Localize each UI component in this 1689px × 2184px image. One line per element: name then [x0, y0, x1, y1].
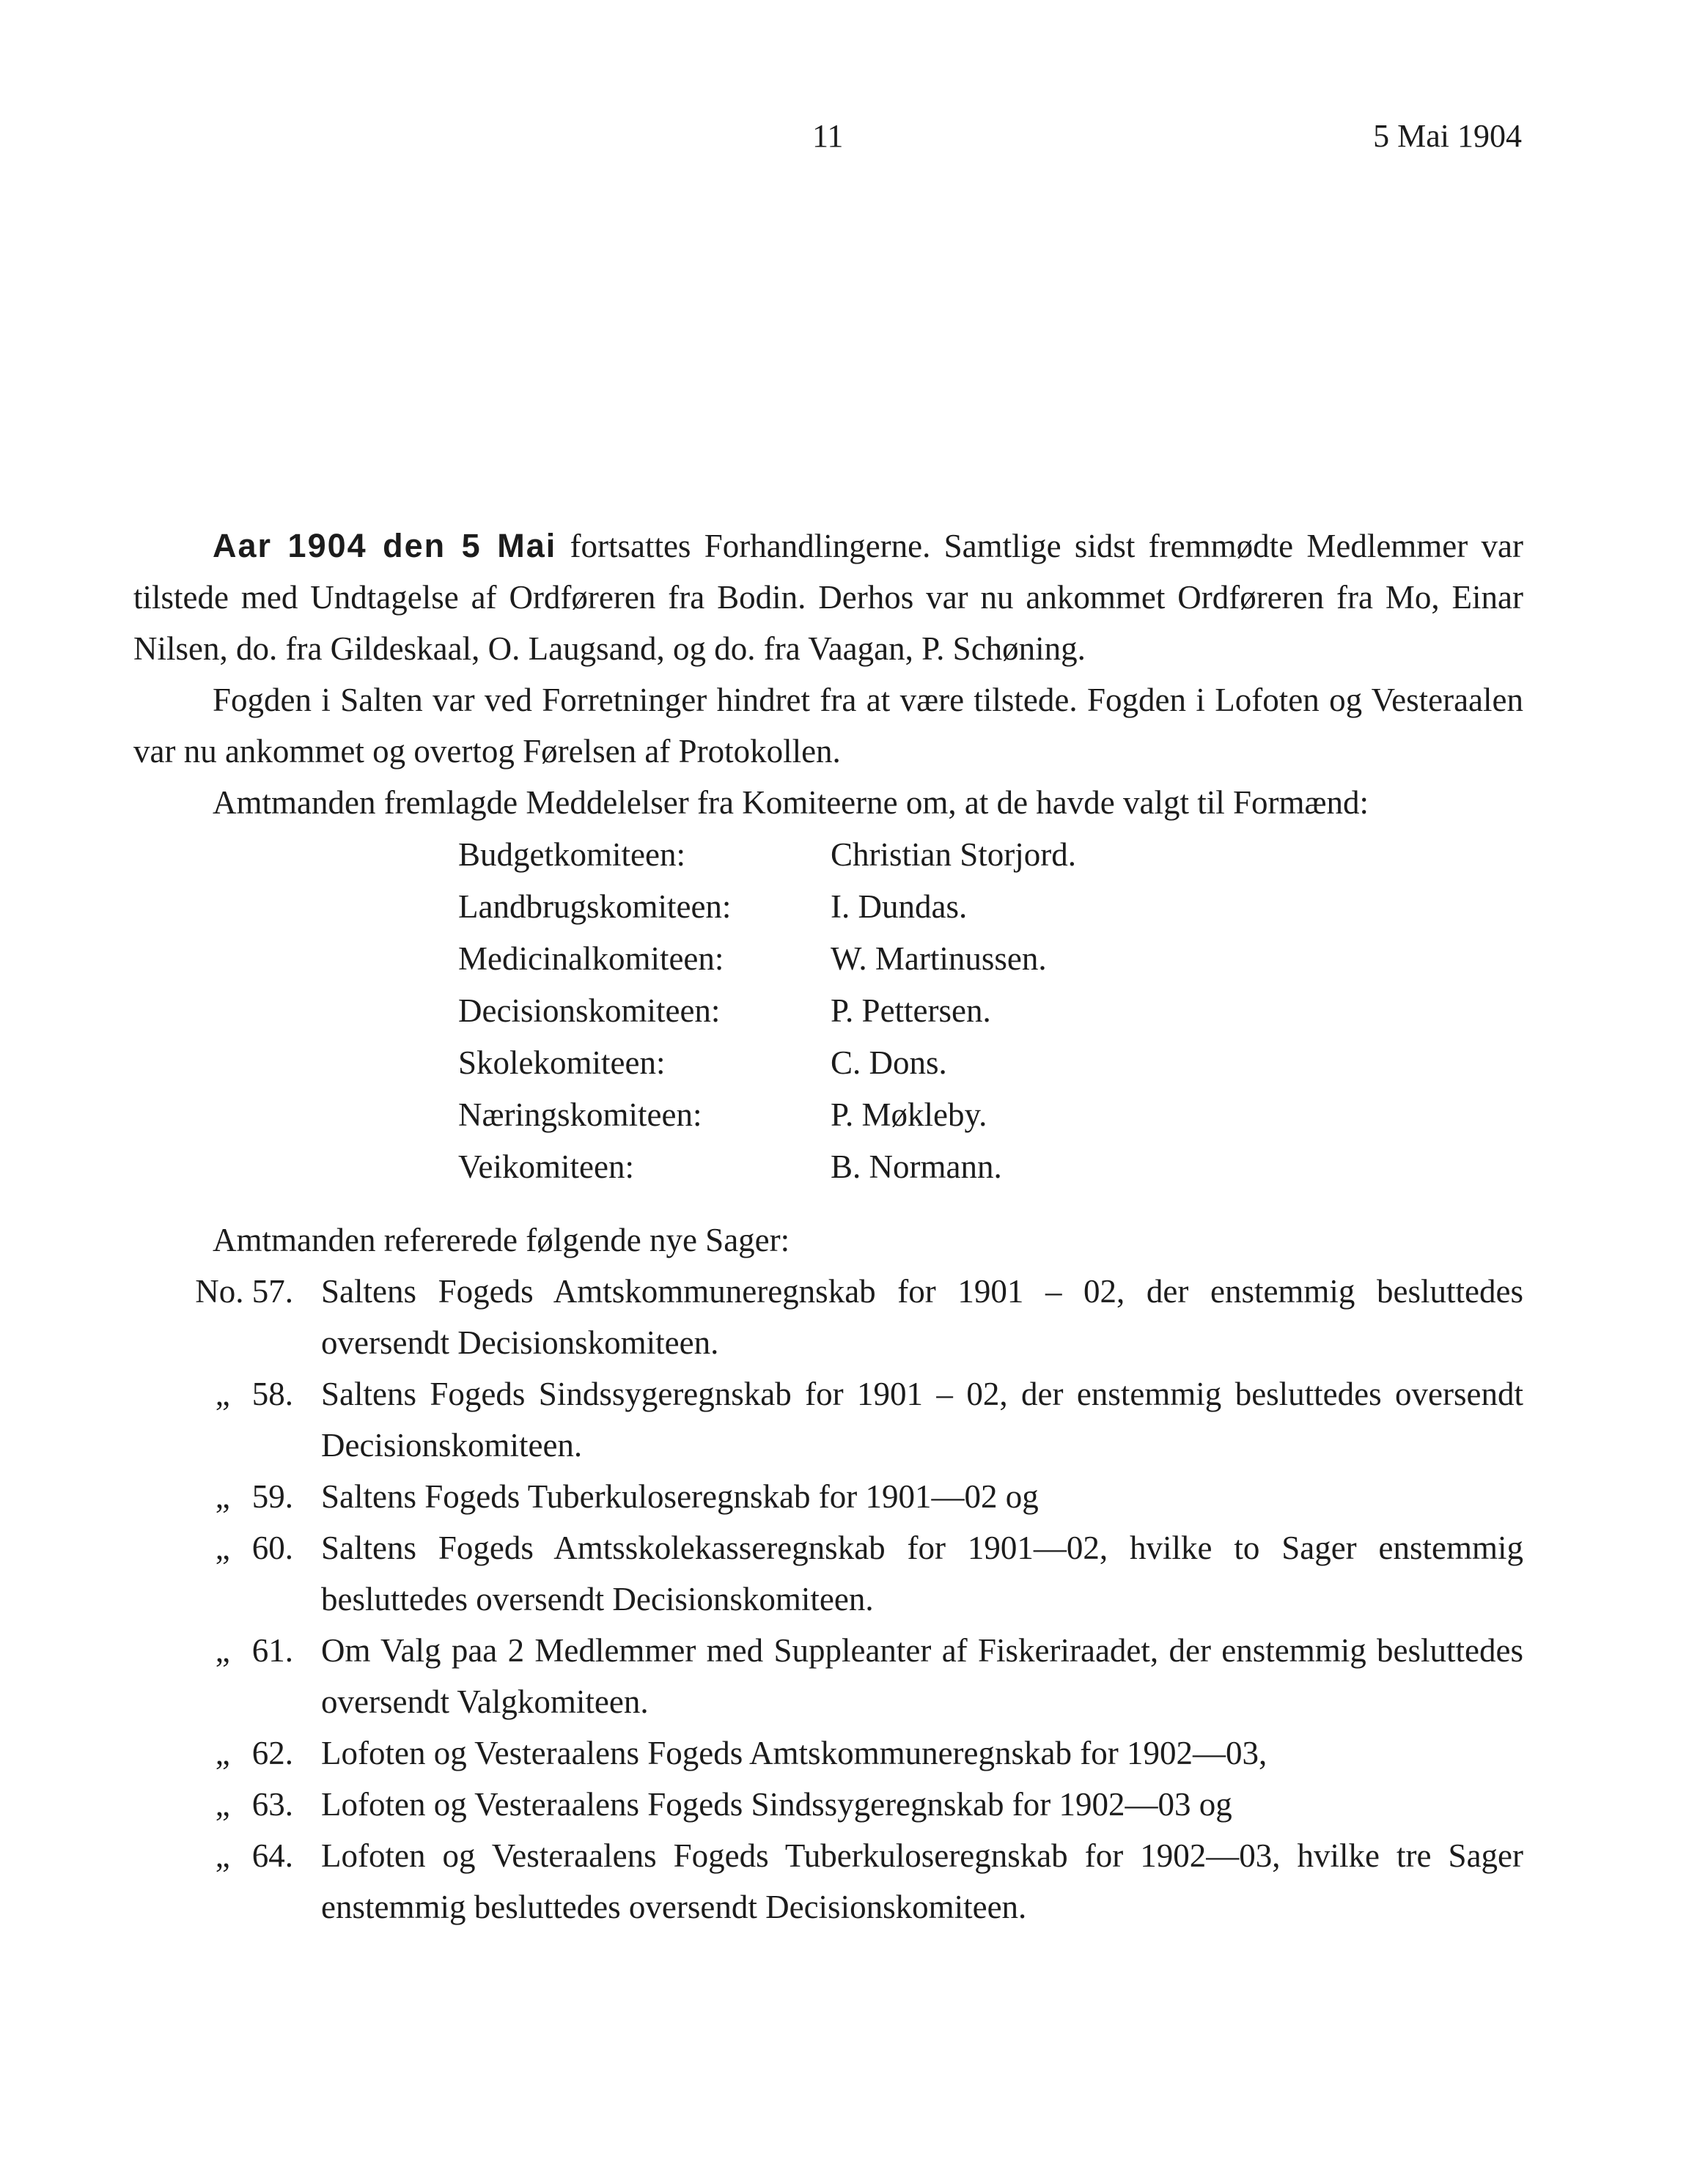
committee-row — [458, 828, 1523, 880]
committee-chair: W. Martinussen. — [831, 940, 1047, 977]
opening-paragraph — [133, 520, 1523, 674]
committee-name: Næringskomiteen: — [458, 1096, 702, 1133]
case-item — [133, 1727, 1523, 1779]
case-text: Lofoten og Vesteraalens Fogeds Amtskommuneregnskab for 1902—03, — [321, 1735, 1267, 1771]
case-number-value: 63. — [251, 1786, 293, 1823]
case-item — [133, 1830, 1523, 1933]
committee-chair: B. Normann. — [831, 1148, 1002, 1185]
case-item — [133, 1779, 1523, 1830]
committee-row — [458, 984, 1523, 1036]
page-number: 11 — [812, 118, 844, 154]
case-number — [133, 1522, 293, 1625]
committee-row — [458, 932, 1523, 984]
case-prefix: „ — [215, 1786, 230, 1823]
case-number-value: 60. — [251, 1530, 293, 1566]
committee-row — [458, 1036, 1523, 1088]
case-number — [133, 1471, 293, 1522]
case-number-value: 64. — [251, 1837, 293, 1874]
bailiff-paragraph: Fogden i Salten var ved Forretninger hindret fra at være tilstede. Fogden i Lofoten og Vesteraalen var nu ankommet og overtog Førelsen af Protokollen. — [133, 682, 1523, 770]
case-number — [133, 1727, 293, 1779]
committee-name: Budgetkomiteen: — [458, 835, 685, 873]
committee-name: Skolekomiteen: — [458, 1044, 666, 1081]
case-item — [133, 1522, 1523, 1625]
case-number — [133, 1368, 293, 1471]
case-prefix: „ — [215, 1632, 230, 1669]
committee-chairs-list — [458, 828, 1523, 1192]
case-prefix: „ — [215, 1530, 230, 1566]
committee-name: Landbrugskomiteen: — [458, 888, 732, 925]
opening-lead: Aar 1904 den 5 Mai — [213, 527, 557, 564]
committee-name: Veikomiteen: — [458, 1148, 634, 1185]
case-prefix: „ — [215, 1478, 230, 1515]
cases-list — [133, 1266, 1523, 1933]
case-text: Saltens Fogeds Tuberkuloseregnskab for 1901—02 og — [321, 1478, 1039, 1515]
committee-row — [458, 880, 1523, 932]
committee-name: Medicinalkomiteen: — [458, 940, 724, 977]
case-text: Saltens Fogeds Amtsskolekasseregnskab for 1901—02, hvilke to Sager enstemmig besluttedes oversendt Decisionskomiteen. — [321, 1530, 1523, 1617]
committee-chair: Christian Storjord. — [831, 835, 1076, 873]
header-date: 5 Mai 1904 — [1373, 118, 1522, 154]
case-item — [133, 1625, 1523, 1727]
case-prefix: No. — [195, 1273, 244, 1310]
case-text: Lofoten og Vesteraalens Fogeds Tuberkuloseregnskab for 1902—03, hvilke tre Sager enstemmig besluttedes oversendt Decisionskomiteen. — [321, 1837, 1523, 1925]
case-number-value: 57. — [251, 1273, 293, 1310]
committee-row — [458, 1088, 1523, 1140]
case-number — [133, 1830, 293, 1933]
minutes-body — [133, 520, 1523, 1933]
case-text: Om Valg paa 2 Medlemmer med Suppleanter af Fiskeriraadet, der enstemmig besluttedes oversendt Valgkomiteen. — [321, 1632, 1523, 1720]
committee-name: Decisionskomiteen: — [458, 992, 721, 1029]
committee-chair: C. Dons. — [831, 1044, 947, 1081]
case-prefix: „ — [215, 1837, 230, 1874]
case-text: Saltens Fogeds Amtskommuneregnskab for 1901 – 02, der enstemmig besluttedes oversendt Decisionskomiteen. — [321, 1273, 1523, 1361]
case-number-value: 59. — [251, 1478, 293, 1515]
committee-intro-paragraph: Amtmanden fremlagde Meddelelser fra Komiteerne om, at de havde valgt til Formænd: — [213, 784, 1369, 821]
case-item — [133, 1471, 1523, 1522]
case-text: Saltens Fogeds Sindssygeregnskab for 1901 – 02, der enstemmig besluttedes oversendt Decisionskomiteen. — [321, 1376, 1523, 1464]
opening-text: fortsattes Forhandlingerne. Samtlige sidst fremmødte Medlemmer var tilstede med Undtagelse af Ordføreren fra Bodin. Derhos var nu ankommet Ordføreren fra Mo, Einar Nilsen, do. fra Gildeskaal, O. Laugsand, og do. fra Vaagan, P. Schøning. — [133, 528, 1523, 667]
committee-chair: P. Møkleby. — [831, 1096, 987, 1133]
case-number-value: 61. — [251, 1632, 293, 1669]
case-number — [133, 1625, 293, 1727]
case-item — [133, 1368, 1523, 1471]
case-number-value: 62. — [251, 1735, 293, 1771]
committee-row — [458, 1140, 1523, 1192]
case-prefix: „ — [215, 1376, 230, 1412]
committee-chair: P. Pettersen. — [831, 992, 991, 1029]
cases-intro: Amtmanden refererede følgende nye Sager: — [213, 1222, 790, 1258]
case-text: Lofoten og Vesteraalens Fogeds Sindssygeregnskab for 1902—03 og — [321, 1786, 1232, 1823]
case-prefix: „ — [215, 1735, 230, 1771]
case-number — [133, 1779, 293, 1830]
case-number — [133, 1266, 293, 1368]
case-item — [133, 1266, 1523, 1368]
committee-chair: I. Dundas. — [831, 888, 968, 925]
case-number-value: 58. — [251, 1376, 293, 1412]
